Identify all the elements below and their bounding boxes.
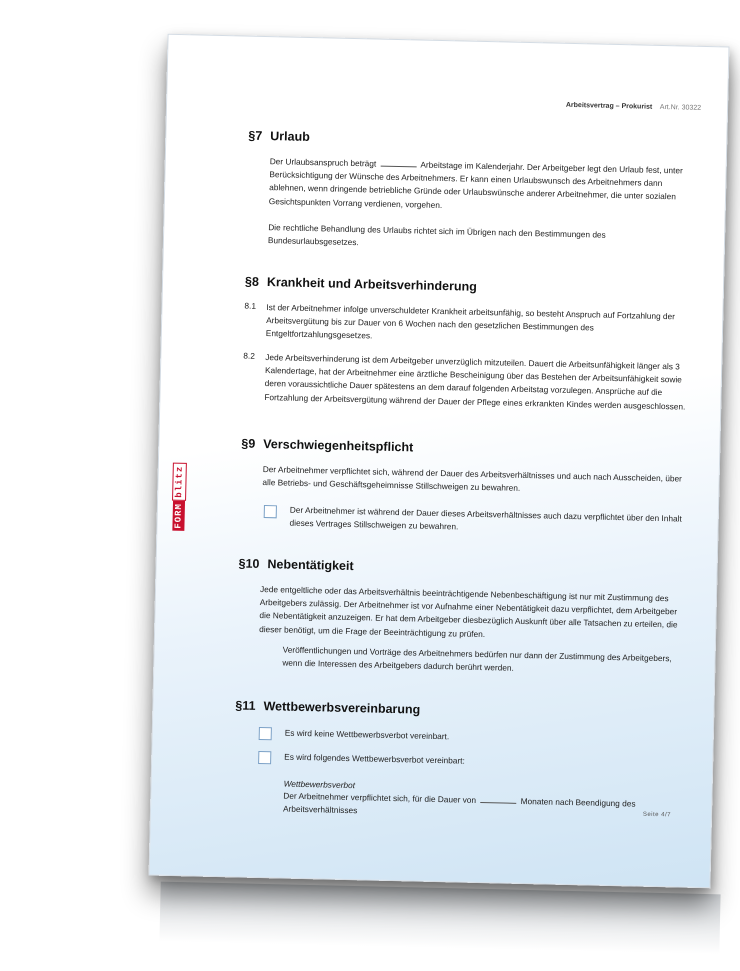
section-9-heading [241,437,413,455]
section-10-paragraph-1: Jede entgeltliche oder das Arbeitsverhältnis beeinträchtigende Nebenbeschäftigung ist nur mit Zustimmung des Arbeitgebers zulässig. Der Arbeitnehmer ist vor Aufnahme einer Nebentätigkeit dazu verpflichtet, dem Arbeitgeber die Nebentätigkeit anzuzeigen. Er hat dem Arbeitgeber diesbezüglich Auskunft über alle Tatsachen zu erteilen, die dieser benötigt, um die Frage der Beeinträchtigung zu prüfen. [259,583,678,639]
clause-number: 8.1 [244,300,257,311]
brand-part1: FORM [172,501,185,531]
competition-clause: Der Arbeitnehmer verpflichtet sich, für die Dauer von Monaten nach Beendigung des Arbeitsverhältnisses [282,790,636,816]
document-header [566,102,701,112]
document-page [149,34,730,889]
clause-8-2: Jede Arbeitsverhinderung ist dem Arbeitgeber unverzüglich mitzuteilen. Dauert die Arbeitsunfähigkeit länger als 3 Kalendertage, hat der Arbeitnehmer eine ärztliche Bescheinigung über das Bestehen der Arbeitsunfähigkeit sowie deren voraussichtliche Dauer spätestens an dem darauf folgenden Arbeitstag vorzulegen. Ansprüche auf die Fortzahlung der Arbeitsvergütung während der Dauer der Pflege eines erkrankten Kindes werden ausgeschlossen. [264,352,686,412]
competition-checkbox[interactable] [258,751,271,764]
section-title: Nebentätigkeit [267,557,354,574]
section-7-heading [248,129,310,144]
section-title: Verschwiegenheitspflicht [263,437,414,455]
section-7-paragraph-1: Der Urlaubsanspruch beträgt Arbeitstage im Kalenderjahr. Der Arbeitgeber legt den Urlaub fest, unter Berücksichtigung der Wünsche des Arbeitnehmers. Er kann einen Urlaubswunsch des Arbeitnehmers dann ablehnen, wenn dringende betriebliche Gründe oder Urlaubswünsche anderer Arbeitnehmer, die unter sozialen Gesichtspunkten Vorrang verdienen, vorgehen. [268,156,683,210]
clause-number: 8.2 [243,350,255,361]
confidentiality-checkbox[interactable] [264,505,277,518]
section-8-heading [245,275,477,294]
section-title: Krankheit und Arbeitsverhinderung [266,275,478,294]
competition-subtitle: Wettbewerbsverbot [283,778,356,791]
brand-logo [171,463,187,555]
section-11-heading [235,698,420,716]
header-artnr: Art.Nr. 30322 [659,103,702,112]
section-10-heading [238,556,353,573]
section-number: §9 [241,436,256,451]
section-7-paragraph-2: Die rechtliche Behandlung des Urlaubs richtet sich im Übrigen nach den Bestimmungen des Bundesurlaubsgesetzes. [267,222,606,248]
competition-option-label: Es wird folgendes Wettbewerbsverbot vereinbart: [284,751,465,766]
section-title: Wettbewerbsvereinbarung [263,699,421,717]
clause-8-1: Ist der Arbeitnehmer infolge unverschuldeter Krankheit arbeitsunfähig, so besteht Anspruch auf Fortzahlung der Arbeitsvergütung bis zur Dauer von 6 Wochen nach den gesetzlichen Bestimmungen des Entgeltfortzahlungsgesetzes. [265,302,676,341]
section-number: §7 [248,128,263,143]
confidentiality-option-label: Der Arbeitnehmer ist während der Dauer dieses Arbeitsverhältnisses auch dazu verpflichtet über den Inhalt dieses Vertrages Stillschweigen zu bewahren. [289,504,682,532]
brand-part2: blitz [172,463,187,501]
header-title: Arbeitsvertrag – Prokurist [565,101,653,111]
vacation-days-field[interactable] [381,158,417,168]
no-competition-checkbox[interactable] [259,727,272,740]
section-number: §11 [235,698,256,713]
page-reflection [159,882,720,955]
no-competition-option-label: Es wird keine Wettbewerbsverbot vereinbart. [284,727,450,742]
competition-months-field[interactable] [480,794,516,804]
section-number: §10 [238,556,260,571]
section-title: Urlaub [270,129,310,144]
section-number: §8 [244,274,260,289]
section-9-paragraph: Der Arbeitnehmer verpflichtet sich, während der Dauer des Arbeitsverhältnisses und auch nach Ausscheiden, über alle Betriebs- und Geschäftsgeheimnisse Stillschweigen zu bewahren. [262,464,683,494]
section-10-paragraph-2: Veröffentlichungen und Vorträge des Arbeitnehmers bedürfen nur dann der Zustimmung des Arbeitgebers, wenn die Interessen des Arbeitgebers dadurch berührt werden. [282,644,672,673]
page-number: Seite 4/7 [642,811,672,819]
